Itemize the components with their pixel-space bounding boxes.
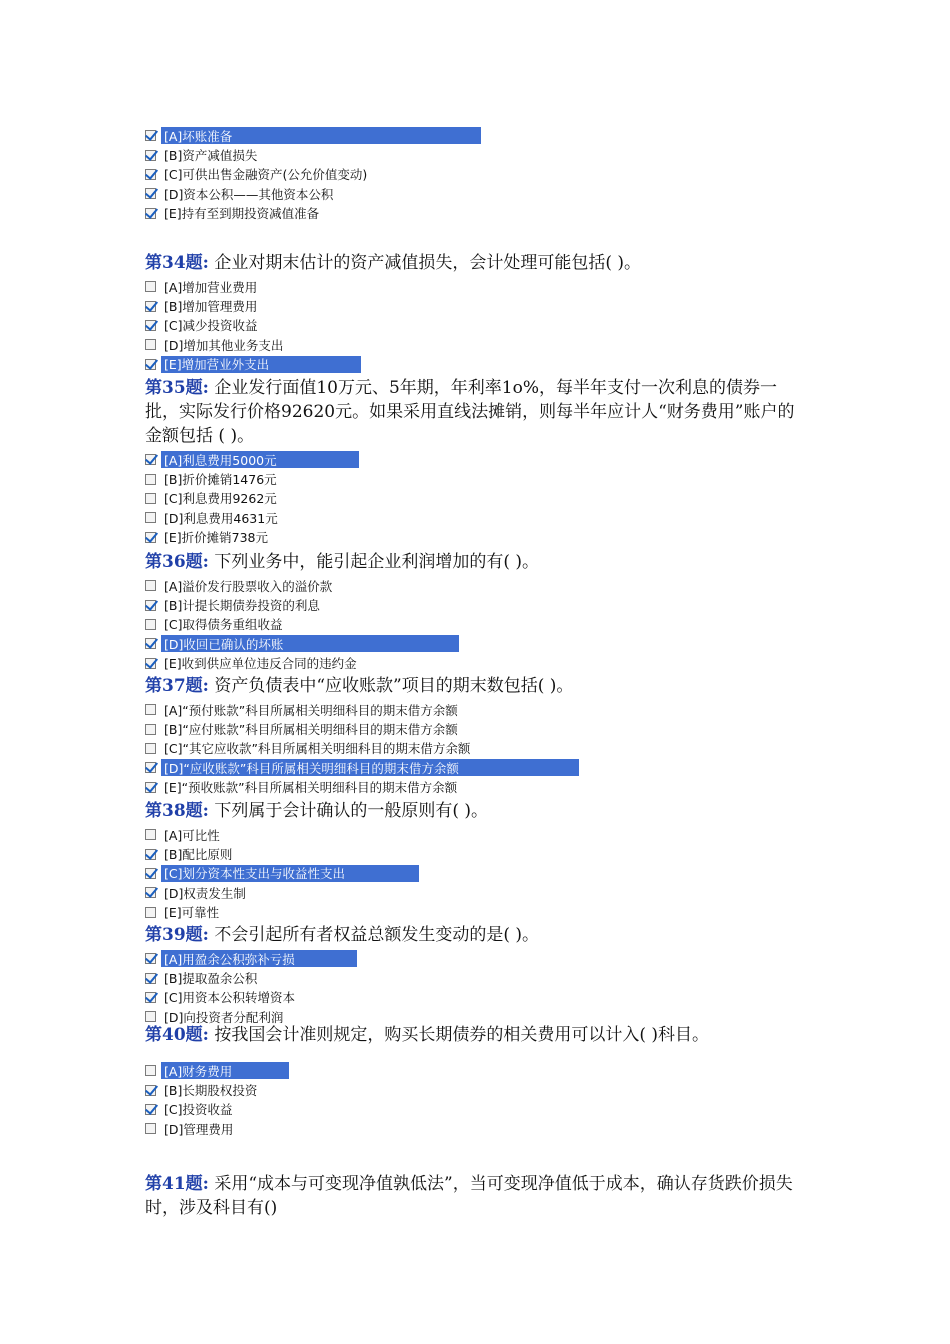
options-list: [145, 277, 805, 374]
option-item[interactable]: [145, 1061, 805, 1080]
option-item[interactable]: [145, 316, 805, 335]
option-label: [B]“应付账款”科目所属相关明细科目的期末借方余额: [164, 722, 458, 738]
question-text: 不会引起所有者权益总额发生变动的是( )。: [214, 925, 540, 945]
checkbox-checked[interactable]: [145, 532, 156, 543]
option-label: [D]收回已确认的坏账: [164, 636, 284, 652]
option-label: [B]折价摊销1476元: [164, 472, 277, 488]
question-37: [145, 674, 805, 797]
checkbox-unchecked[interactable]: [145, 743, 156, 754]
option-item[interactable]: [145, 864, 805, 883]
checkbox-checked[interactable]: [145, 320, 156, 331]
option-label: [E]折价摊销738元: [164, 530, 269, 546]
question-number: 第35题:: [145, 378, 209, 398]
option-label: [B]计提长期债券投资的利息: [164, 598, 320, 614]
question-35: [145, 376, 805, 547]
question-text: 按我国会计准则规定，购买长期债券的相关费用可以计入( )科目。: [214, 1025, 710, 1045]
option-item[interactable]: [145, 903, 805, 922]
option-item[interactable]: [145, 739, 805, 758]
checkbox-checked[interactable]: [145, 359, 156, 370]
options-list: [145, 1061, 805, 1139]
question-text: 资产负债表中“应收账款”项目的期末数包括( )。: [214, 676, 574, 696]
checkbox-checked[interactable]: [145, 454, 156, 465]
option-item[interactable]: [145, 528, 805, 547]
question-34: [145, 251, 805, 374]
option-item[interactable]: [145, 615, 805, 634]
checkbox-unchecked[interactable]: [145, 1011, 156, 1022]
checkbox-unchecked[interactable]: [145, 724, 156, 735]
question-39: [145, 923, 805, 1027]
option-item[interactable]: [145, 988, 805, 1007]
checkbox-checked[interactable]: [145, 953, 156, 964]
option-item[interactable]: [145, 1080, 805, 1099]
option-label: [A]“预付账款”科目所属相关明细科目的期末借方余额: [164, 702, 458, 718]
option-label: [A]溢价发行股票收入的溢价款: [164, 578, 333, 594]
checkbox-unchecked[interactable]: [145, 580, 156, 591]
checkbox-checked[interactable]: [145, 992, 156, 1003]
checkbox-checked[interactable]: [145, 301, 156, 312]
checkbox-unchecked[interactable]: [145, 829, 156, 840]
option-item[interactable]: [145, 576, 805, 595]
option-label: [C]利息费用9262元: [164, 491, 277, 507]
option-label: [A]增加营业费用: [164, 279, 258, 295]
checkbox-checked[interactable]: [145, 973, 156, 984]
option-label: [D]利息费用4631元: [164, 510, 278, 526]
checkbox-checked[interactable]: [145, 658, 156, 669]
option-label: [E]增加营业外支出: [164, 357, 270, 373]
option-item[interactable]: [145, 277, 805, 296]
checkbox-checked[interactable]: [145, 887, 156, 898]
checkbox-unchecked[interactable]: [145, 1065, 156, 1076]
checkbox-checked[interactable]: [145, 188, 156, 199]
option-label: [B]提取盈余公积: [164, 971, 258, 987]
option-item[interactable]: [145, 355, 805, 374]
checkbox-checked[interactable]: [145, 868, 156, 879]
option-item[interactable]: [145, 165, 805, 184]
option-item[interactable]: [145, 778, 805, 797]
checkbox-unchecked[interactable]: [145, 512, 156, 523]
checkbox-unchecked[interactable]: [145, 704, 156, 715]
question-number: 第41题:: [145, 1174, 209, 1194]
option-label: [C]“其它应收款”科目所属相关明细科目的期末借方余额: [164, 741, 471, 757]
checkbox-checked[interactable]: [145, 208, 156, 219]
option-label: [D]向投资者分配利润: [164, 1009, 284, 1025]
option-label: [C]投资收益: [164, 1102, 233, 1118]
option-label: [A]利息费用5000元: [164, 452, 277, 468]
checkbox-checked[interactable]: [145, 638, 156, 649]
option-label: [D]“应收账款”科目所属相关明细科目的期末借方余额: [164, 760, 459, 776]
question-title: [145, 674, 805, 698]
option-label: [B]增加管理费用: [164, 299, 258, 315]
option-item[interactable]: [145, 145, 805, 164]
option-label: [E]“预收账款”科目所属相关明细科目的期末借方余额: [164, 780, 458, 796]
options-list: [145, 450, 805, 547]
question-title: [145, 251, 805, 275]
option-item[interactable]: [145, 296, 805, 315]
checkbox-checked[interactable]: [145, 1085, 156, 1096]
checkbox-unchecked[interactable]: [145, 619, 156, 630]
checkbox-checked[interactable]: [145, 1104, 156, 1115]
checkbox-unchecked[interactable]: [145, 281, 156, 292]
checkbox-checked[interactable]: [145, 169, 156, 180]
option-item[interactable]: [145, 508, 805, 527]
option-item[interactable]: [145, 335, 805, 354]
option-item[interactable]: [145, 1100, 805, 1119]
options-list: [145, 825, 805, 922]
question-number: 第34题:: [145, 253, 209, 273]
question-41: [145, 1172, 805, 1220]
question-33: [145, 124, 805, 223]
question-38: [145, 799, 805, 922]
option-item[interactable]: [145, 654, 805, 673]
option-item[interactable]: [145, 489, 805, 508]
options-list: [145, 576, 805, 673]
option-item[interactable]: [145, 595, 805, 614]
options-list: [145, 126, 805, 223]
option-label: [C]划分资本性支出与收益性支出: [164, 866, 345, 882]
option-label: [B]长期股权投资: [164, 1083, 258, 1099]
question-title: [145, 923, 805, 947]
option-item[interactable]: [145, 968, 805, 987]
checkbox-unchecked[interactable]: [145, 493, 156, 504]
option-label: [C]减少投资收益: [164, 318, 258, 334]
option-label: [E]可靠性: [164, 905, 220, 921]
question-text: 下列业务中，能引起企业利润增加的有( )。: [214, 552, 540, 572]
option-label: [D]权责发生制: [164, 885, 246, 901]
question-number: 第36题:: [145, 552, 209, 572]
question-text: 企业发行面值10万元、5年期，年利率1o%，每半年支付一次利息的债券一批，实际发行价格92620元。如果采用直线法摊销，则每半年应计人“财务费用”账户的金额包括 ( )。: [145, 378, 795, 446]
checkbox-checked[interactable]: [145, 762, 156, 773]
question-text: 采用“成本与可变现净值孰低法”，当可变现净值低于成本，确认存货跌价损失时，涉及科目有(): [145, 1174, 793, 1218]
checkbox-unchecked[interactable]: [145, 339, 156, 350]
checkbox-checked[interactable]: [145, 782, 156, 793]
question-36: [145, 550, 805, 673]
checkbox-unchecked[interactable]: [145, 1123, 156, 1134]
question-text: 下列属于会计确认的一般原则有( )。: [214, 801, 489, 821]
question-title: [145, 1172, 805, 1220]
question-40: [145, 1023, 805, 1139]
option-item[interactable]: [145, 1119, 805, 1138]
question-number: 第38题:: [145, 801, 209, 821]
option-label: [C]可供出售金融资产(公允价值变动): [164, 167, 368, 183]
checkbox-checked[interactable]: [145, 150, 156, 161]
question-title: [145, 376, 805, 448]
checkbox-unchecked[interactable]: [145, 907, 156, 918]
checkbox-unchecked[interactable]: [145, 474, 156, 485]
option-item[interactable]: [145, 758, 805, 777]
option-item[interactable]: [145, 700, 805, 719]
option-item[interactable]: [145, 126, 805, 145]
option-item[interactable]: [145, 949, 805, 968]
option-label: [C]取得债务重组收益: [164, 617, 283, 633]
option-label: [A]可比性: [164, 827, 220, 843]
question-title: [145, 799, 805, 823]
option-item[interactable]: [145, 450, 805, 469]
option-item[interactable]: [145, 844, 805, 863]
question-number: 第40题:: [145, 1025, 209, 1045]
checkbox-checked[interactable]: [145, 600, 156, 611]
option-item[interactable]: [145, 634, 805, 653]
option-label: [D]管理费用: [164, 1121, 234, 1137]
option-item[interactable]: [145, 204, 805, 223]
options-list: [145, 949, 805, 1027]
question-title: [145, 550, 805, 574]
option-label: [D]增加其他业务支出: [164, 337, 284, 353]
option-label: [C]用资本公积转增资本: [164, 990, 295, 1006]
checkbox-checked[interactable]: [145, 130, 156, 141]
option-label: [D]资本公积——其他资本公积: [164, 186, 334, 202]
checkbox-checked[interactable]: [145, 849, 156, 860]
option-label: [B]配比原则: [164, 847, 233, 863]
option-label: [A]用盈余公积弥补亏损: [164, 951, 295, 967]
option-label: [B]资产减值损失: [164, 148, 258, 164]
option-item[interactable]: [145, 469, 805, 488]
option-label: [E]持有至到期投资减值准备: [164, 206, 320, 222]
option-item[interactable]: [145, 184, 805, 203]
question-number: 第39题:: [145, 925, 209, 945]
option-item[interactable]: [145, 883, 805, 902]
option-label: [A]财务费用: [164, 1063, 233, 1079]
option-item[interactable]: [145, 719, 805, 738]
option-item[interactable]: [145, 825, 805, 844]
question-number: 第37题:: [145, 676, 209, 696]
question-text: 企业对期末估计的资产减值损失，会计处理可能包括( )。: [214, 253, 642, 273]
option-label: [E]收到供应单位违反合同的违约金: [164, 656, 357, 672]
question-title: [145, 1023, 805, 1047]
option-label: [A]坏账准备: [164, 128, 233, 144]
options-list: [145, 700, 805, 797]
